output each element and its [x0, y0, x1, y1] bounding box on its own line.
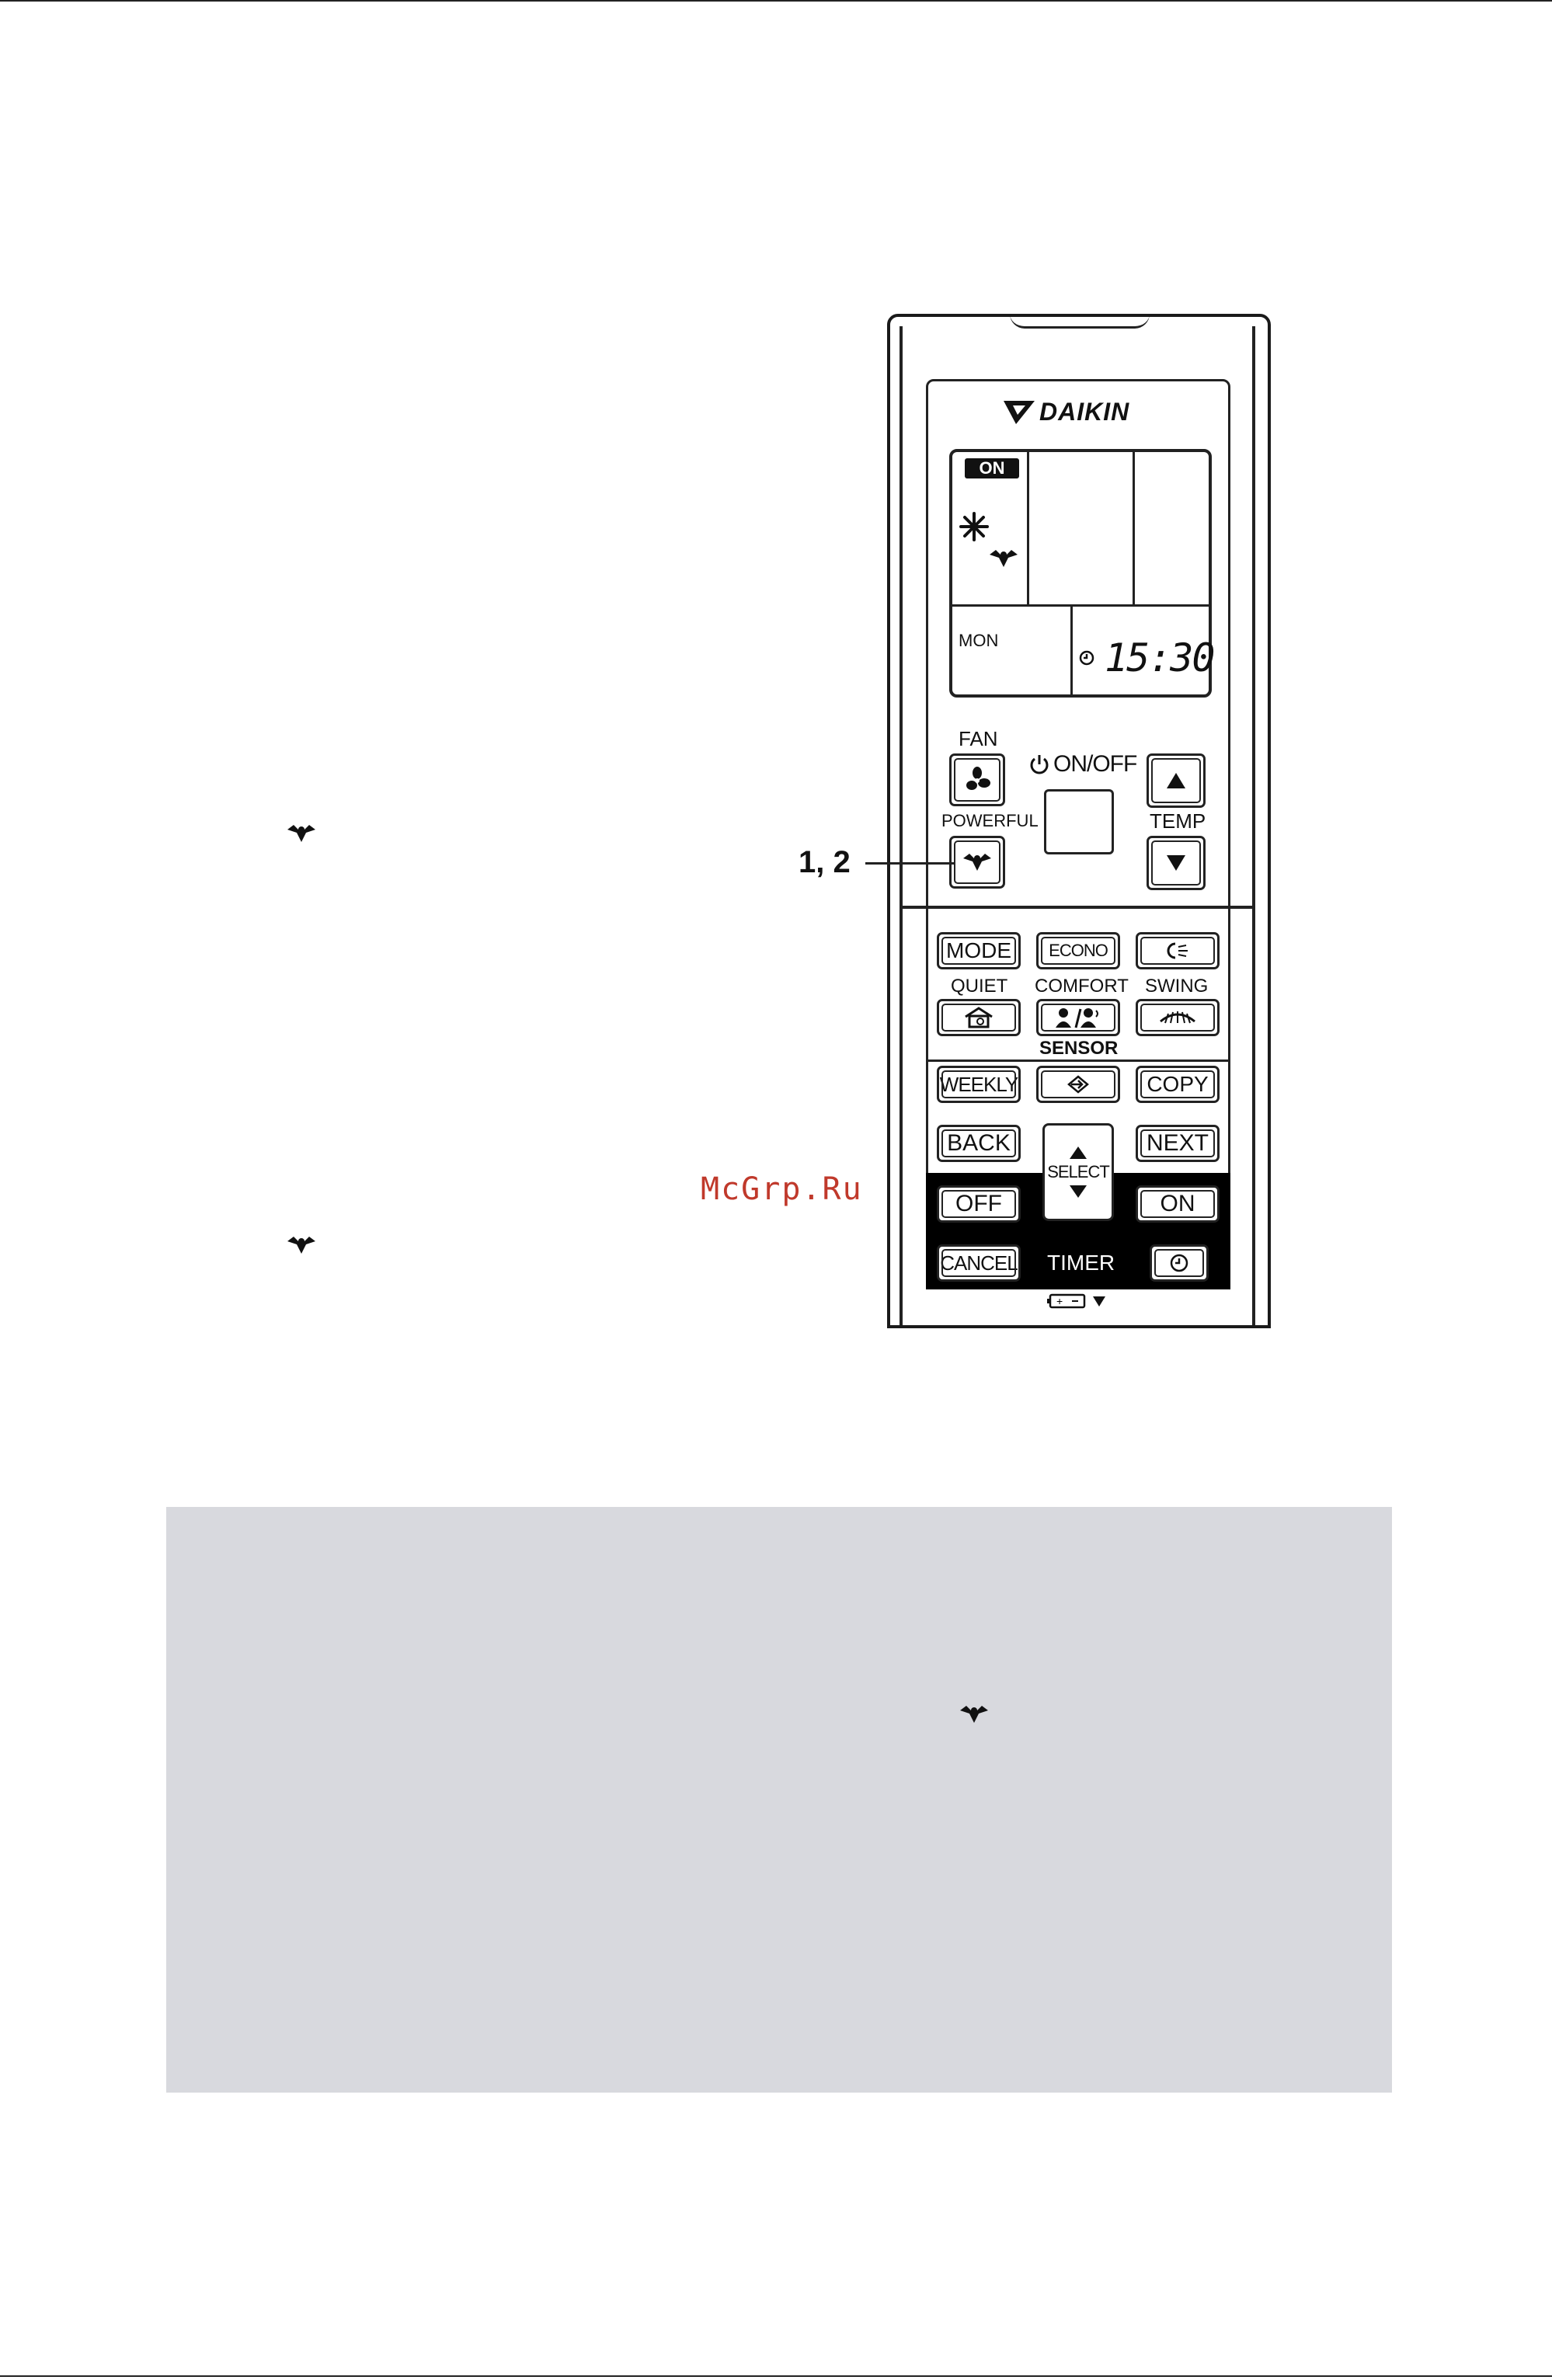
onoff-button[interactable] [1044, 789, 1114, 854]
powerful-icon [987, 547, 1021, 570]
remote-top-notch [1010, 314, 1150, 329]
back-label: BACK [947, 1130, 1011, 1156]
mode-button[interactable] [937, 932, 1021, 969]
fan-label: FAN [959, 727, 998, 750]
bottom-rule [0, 2375, 1552, 2377]
battery-icon [1047, 1293, 1089, 1310]
clock-button[interactable] [1150, 1244, 1209, 1282]
fan-icon [963, 766, 991, 794]
lid-divider [901, 906, 1252, 909]
battery-indicator [1047, 1293, 1106, 1310]
select-label: SELECT [1047, 1162, 1109, 1181]
arrow-up-icon [1068, 1145, 1088, 1160]
timer-label: TIMER [1047, 1251, 1115, 1275]
snowflake-icon [959, 511, 990, 542]
timer-off-button[interactable] [937, 1185, 1021, 1223]
arrow-up-icon [1165, 771, 1187, 790]
next-button[interactable] [1136, 1125, 1220, 1162]
streamer-button[interactable] [1136, 932, 1220, 969]
powerful-icon [284, 1233, 318, 1257]
powerful-icon [960, 851, 994, 874]
watermark: McGrp.Ru [701, 1171, 863, 1207]
note-box [166, 1507, 1392, 2093]
callout-leader [865, 862, 955, 865]
comfort-sensor-button[interactable] [1036, 999, 1120, 1036]
daikin-mark-icon [1002, 398, 1036, 426]
copy-button[interactable] [1136, 1066, 1220, 1103]
powerful-label: POWERFUL [941, 811, 1039, 830]
swing-icon [1156, 1007, 1199, 1028]
temp-down-button[interactable] [1147, 836, 1206, 890]
step-callout: 1, 2 [799, 845, 851, 879]
comfort-label: COMFORT [1035, 976, 1129, 997]
powerful-button[interactable] [949, 836, 1005, 889]
select-button[interactable] [1042, 1123, 1114, 1221]
clock-icon [1078, 649, 1095, 666]
brand-logo [1002, 396, 1157, 427]
off-label: OFF [955, 1191, 1002, 1216]
fan-button[interactable] [949, 753, 1005, 806]
time-readout: 15:30 [1105, 635, 1214, 680]
econo-label: ECONO [1049, 941, 1108, 960]
triangle-down-icon [1092, 1295, 1106, 1307]
quiet-label: QUIET [951, 976, 1008, 997]
divider [926, 1060, 1230, 1062]
timer-on-button[interactable] [1136, 1185, 1220, 1223]
swing-label: SWING [1145, 976, 1209, 997]
quiet-button[interactable] [937, 999, 1021, 1036]
copy-label: COPY [1147, 1072, 1209, 1096]
power-icon [1028, 753, 1050, 776]
timer-cancel-button[interactable] [937, 1244, 1021, 1282]
next-label: NEXT [1146, 1130, 1209, 1156]
arrow-down-icon [1068, 1184, 1088, 1199]
on-indicator: ON [965, 458, 1019, 478]
swing-button[interactable] [1136, 999, 1220, 1036]
lcd-display [949, 449, 1212, 698]
sensor-label: SENSOR [1039, 1038, 1119, 1059]
day-readout: MON [959, 631, 999, 650]
brand-name: DAIKIN [1039, 398, 1130, 426]
remote-edge [1252, 326, 1255, 1325]
clock-icon [1169, 1253, 1189, 1273]
on-label: ON [1160, 1191, 1195, 1216]
temp-up-button[interactable] [1147, 753, 1206, 808]
program-button[interactable] [1036, 1066, 1120, 1103]
cancel-label: CANCEL [940, 1251, 1018, 1275]
econo-button[interactable] [1036, 932, 1120, 969]
temp-label: TEMP [1150, 809, 1206, 833]
powerful-icon [284, 822, 318, 845]
arrow-down-icon [1165, 854, 1187, 872]
onoff-label-group [1028, 750, 1136, 778]
back-button[interactable] [937, 1125, 1021, 1162]
top-rule [0, 0, 1552, 2]
streamer-icon [1164, 941, 1191, 961]
program-icon [1067, 1074, 1090, 1094]
quiet-house-icon [961, 1006, 997, 1029]
svg-text:+: + [1056, 1295, 1063, 1307]
remote-edge [900, 326, 903, 1325]
onoff-label: ON/OFF [1053, 751, 1137, 777]
mode-label: MODE [946, 938, 1011, 962]
weekly-button[interactable] [937, 1066, 1021, 1103]
weekly-label: WEEKLY [939, 1072, 1018, 1096]
powerful-icon [957, 1703, 991, 1726]
sensor-person-icon [1053, 1006, 1104, 1029]
